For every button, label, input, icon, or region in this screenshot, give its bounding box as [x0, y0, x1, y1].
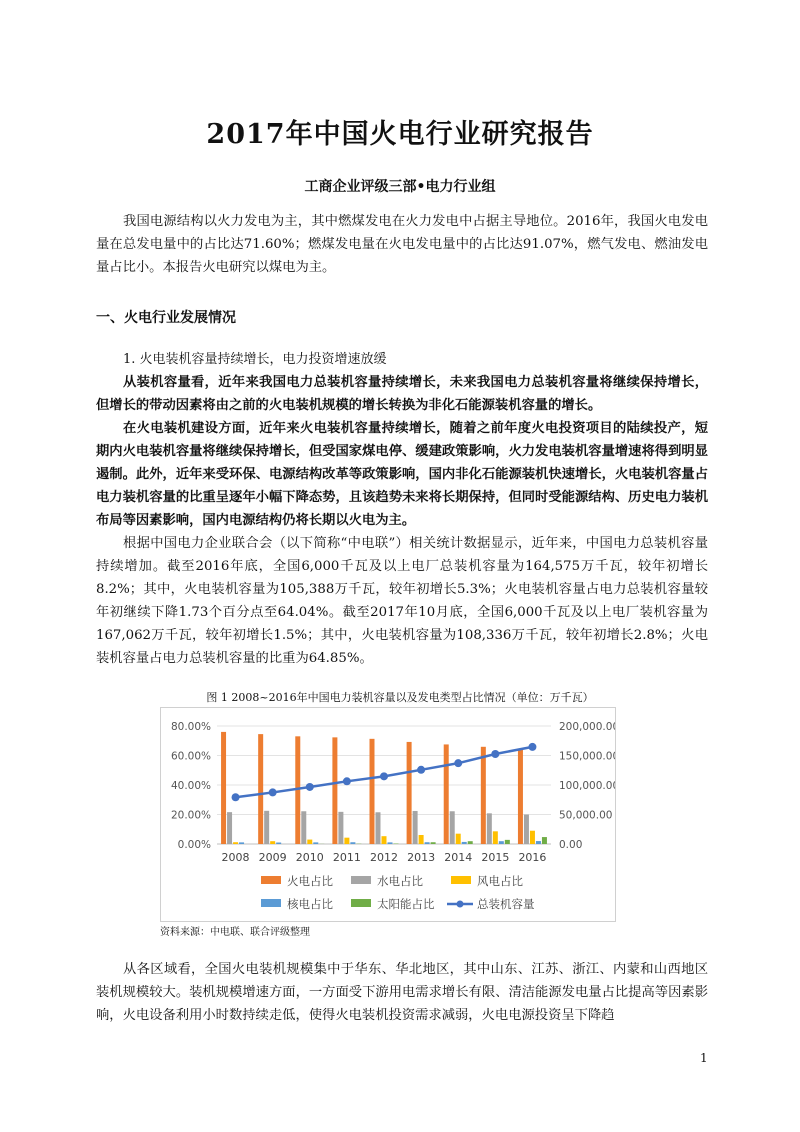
x-tick-label: 2014 [444, 851, 473, 864]
bar [276, 843, 281, 844]
bar [258, 734, 263, 844]
legend-swatch [451, 876, 471, 884]
y-right-tick-label: 0.00 [559, 839, 583, 851]
legend-swatch [351, 899, 371, 907]
legend-label: 风电占比 [477, 874, 523, 888]
subsection-heading: 1. 火电装机容量持续增长，电力投资增速放缓 [123, 352, 387, 367]
legend-swatch [261, 899, 281, 907]
bar [419, 835, 424, 844]
report-title: 2017年中国火电行业研究报告 [206, 119, 594, 150]
bar [307, 840, 312, 844]
bar [468, 841, 473, 844]
bar [425, 842, 430, 844]
bar [481, 747, 486, 844]
legend-swatch [351, 876, 371, 884]
bar [332, 737, 337, 844]
bar [518, 750, 523, 844]
bar [407, 742, 412, 844]
bar [499, 841, 504, 844]
report-subtitle: 工商企业评级三部•电力行业组 [304, 179, 496, 195]
bar [431, 842, 436, 844]
y-left-tick-label: 0.00% [177, 839, 211, 851]
bar [524, 815, 529, 845]
bar [462, 842, 467, 844]
x-tick-label: 2011 [332, 851, 361, 864]
y-right-tick-label: 150,000.00 [559, 750, 615, 763]
bar [487, 813, 492, 844]
legend-label: 总装机容量 [477, 897, 535, 911]
bar [301, 811, 306, 844]
bar [388, 842, 393, 844]
capacity-chart [161, 708, 615, 921]
line-point [343, 777, 351, 785]
line-point [454, 759, 462, 767]
legend-label: 火电占比 [287, 874, 333, 888]
body-paragraph-4: 从各区域看，全国火电装机规模集中于华东、华北地区，其中山东、江苏、浙江、内蒙和山西地区装机规模较大。装机规模增速方面，一方面受下游用电需求增长有限、清洁能源发电量占比提高等因素影响，火电设备利用小时数持续走低，使得火电装机投资需求减弱，火电电源投资呈下降趋 [96, 962, 708, 1023]
bold-paragraph-2: 在火电装机建设方面，近年来火电装机容量持续增长，随着之前年度火电投资项目的陆续投产，短期内火电装机容量将继续保持增长，但受国家煤电停、缓建政策影响，火力发电装机容量增速将得到明显遏制。此外，近年来受环保、电源结构改革等政策影响，国内非化石能源装机快速增长，火电装机容量占电力装机容量的比重呈逐年小幅下降态势，且该趋势未来将长期保持，但同时受能源结构、历史电力装机布局等因素影响，国内电源结构仍将长期以火电为主。 [96, 421, 708, 528]
line-point [417, 766, 425, 774]
x-tick-label: 2008 [221, 851, 250, 864]
body-paragraph-3: 根据中国电力企业联合会（以下简称“中电联”）相关统计数据显示，近年来，中国电力总装机容量持续增加。截至2016年底，全国6,000千瓦及以上电厂总装机容量为164,575万千瓦，较年初增长8.2%；其中，火电装机容量为105,388万千瓦，较年初增长5.3%；火电装机容量占电力总装机容量较年初继续下降1.73个百分点至64.04%。截至2017年10月底，全国6,000千瓦及以上电厂装机容量为167,062万千瓦，较年初增长1.5%；其中，火电装机容量为108,336万千瓦，较年初增长2.8%；火电装机容量占电力总装机容量的比重为64.85%。 [96, 536, 708, 666]
bar [456, 834, 461, 844]
bar [376, 812, 381, 844]
figure-caption: 图 1 2008~2016年中国电力装机容量以及发电类型占比情况（单位：万千瓦） [206, 691, 594, 704]
x-tick-label: 2013 [407, 851, 436, 864]
y-left-tick-label: 20.00% [170, 809, 211, 822]
series-line [236, 747, 533, 797]
bar [505, 840, 510, 844]
figure-source: 资料来源：中电联、联合评级整理 [160, 927, 310, 938]
page-number: 1 [700, 1051, 708, 1065]
line-point [491, 750, 499, 758]
y-left-tick-label: 40.00% [170, 780, 211, 792]
bar [370, 739, 375, 844]
bar [338, 812, 343, 844]
intro-paragraph: 我国电源结构以火力发电为主，其中燃煤发电在火力发电中占据主导地位。2016年，我国火电发电量在总发电量中的占比达71.60%；燃煤发电量在火电发电量中的占比达91.07%，燃气发电、燃油发电量占比小。本报告火电研究以煤电为主。 [96, 214, 708, 275]
x-tick-label: 2009 [258, 851, 287, 864]
bar [542, 837, 547, 844]
section-heading: 一、火电行业发展情况 [96, 310, 236, 326]
bar [227, 812, 232, 844]
legend-label: 水电占比 [377, 874, 423, 888]
y-left-tick-label: 60.00% [170, 750, 211, 763]
x-tick-label: 2012 [370, 851, 398, 864]
bar [493, 831, 498, 844]
x-tick-label: 2010 [295, 851, 324, 864]
bar [344, 838, 349, 844]
bold-paragraph-1: 从装机容量看，近年来我国电力总装机容量持续增长，未来我国电力总装机容量将继续保持增长，但增长的带动因素将由之前的火电装机规模的增长转换为非化石能源装机容量的增长。 [96, 375, 708, 413]
bar [536, 841, 541, 844]
y-left-tick-label: 80.00% [170, 721, 211, 733]
legend-marker [457, 901, 464, 908]
legend-label: 太阳能占比 [377, 897, 435, 911]
legend-swatch [261, 876, 281, 884]
bar [450, 811, 455, 844]
bar [239, 842, 244, 844]
y-right-tick-label: 100,000.00 [559, 780, 615, 792]
bar [413, 811, 418, 844]
line-point [306, 783, 314, 791]
bar [530, 831, 535, 844]
y-right-tick-label: 50,000.00 [559, 809, 613, 822]
bar [444, 744, 449, 844]
bar [221, 732, 226, 844]
legend-label: 核电占比 [287, 897, 333, 911]
chart-container [160, 707, 616, 922]
y-right-tick-label: 200,000.00 [559, 721, 615, 733]
bar [382, 836, 387, 844]
line-point [232, 793, 240, 801]
bar [350, 842, 355, 844]
line-point [269, 788, 277, 796]
x-tick-label: 2015 [481, 851, 510, 864]
bar [233, 842, 238, 844]
line-point [380, 772, 388, 780]
bar [313, 842, 318, 844]
bar [270, 841, 275, 844]
x-tick-label: 2016 [518, 851, 547, 864]
line-point [528, 743, 536, 751]
bar [264, 811, 269, 844]
